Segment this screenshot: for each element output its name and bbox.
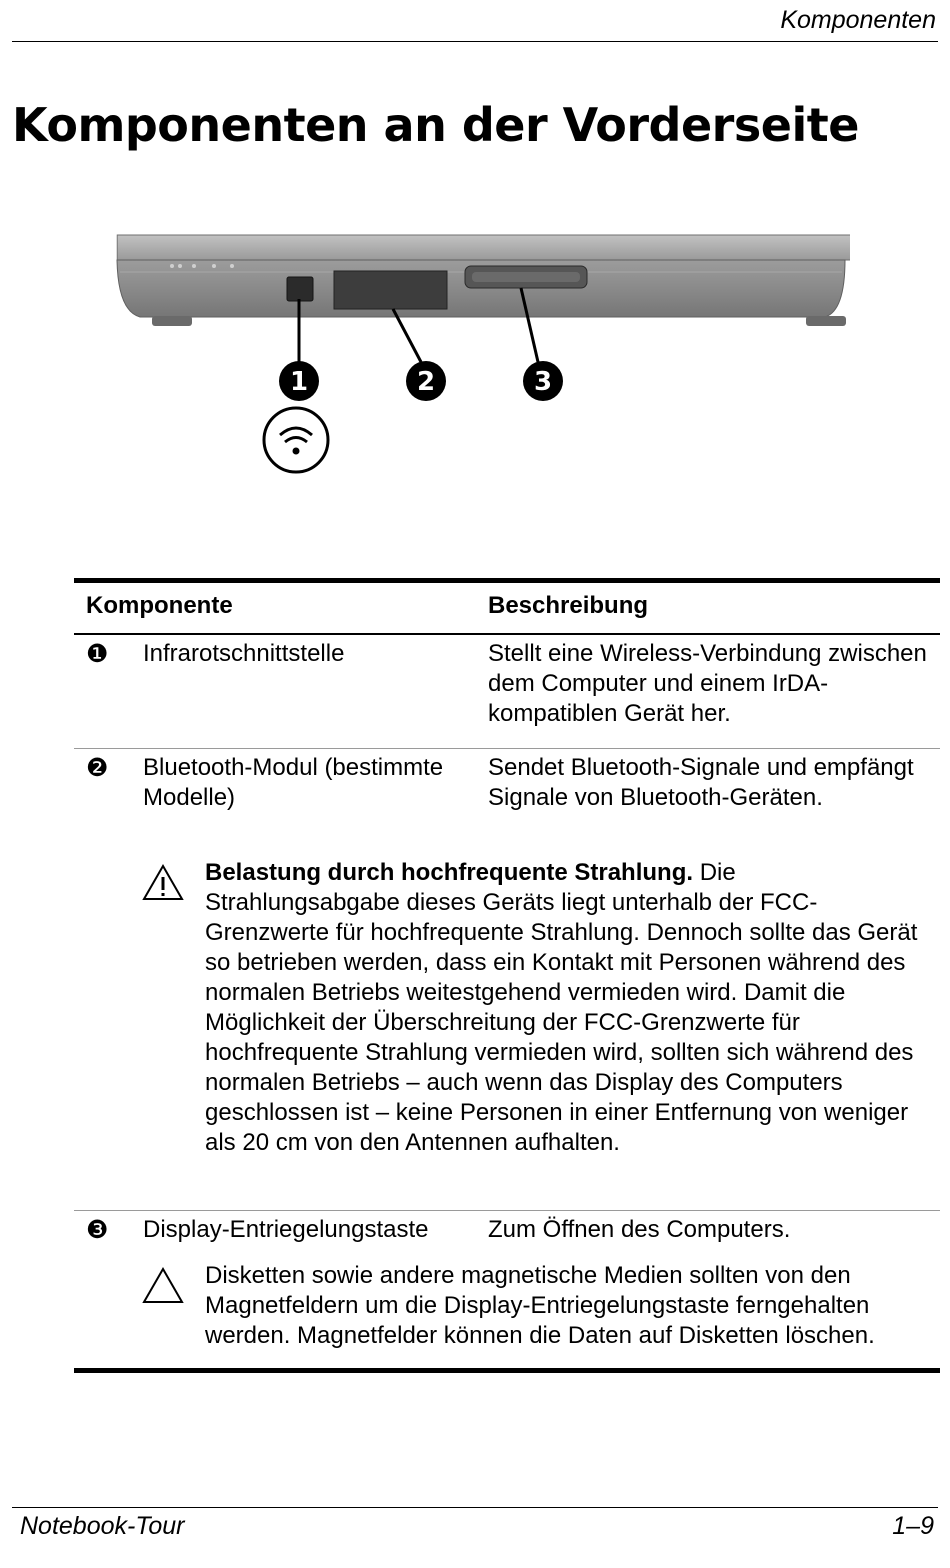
- row-number: ❶: [86, 640, 109, 668]
- table-row: [74, 749, 940, 858]
- row-component: Bluetooth-Modul (bestimmte Modelle): [143, 754, 444, 811]
- table-row: [74, 635, 940, 748]
- infrared-port: [287, 277, 313, 301]
- header-rule: [12, 41, 938, 42]
- table-header: [74, 583, 940, 633]
- foot-right: [806, 316, 846, 326]
- row-description: Stellt eine Wireless-Verbindung zwischen dem Computer und einem IrDA-kompatiblen Gerät her.: [488, 640, 927, 727]
- footer-section: Notebook-Tour: [20, 1512, 185, 1540]
- caution-icon: [142, 1267, 184, 1305]
- callout-3: [523, 361, 563, 401]
- table-row: [74, 1211, 940, 1261]
- page-number: 1–9: [892, 1512, 934, 1540]
- callout-1: [279, 361, 319, 401]
- warning-note: [74, 858, 940, 1210]
- caution-note: [74, 1261, 940, 1368]
- caution-text: Disketten sowie andere magnetische Medien sollten von den Magnetfeldern um die Display-Entriegelungstaste ferngehalten werden. Magnetfelder können die Daten auf Disketten löschen.: [205, 1262, 875, 1349]
- row-number: ❸: [86, 1216, 109, 1244]
- row-description: Zum Öffnen des Computers.: [488, 1216, 791, 1243]
- svg-text:2: 2: [416, 367, 436, 397]
- row-component: Display-Entriegelungstaste: [143, 1216, 429, 1243]
- warning-title: Belastung durch hochfrequente Strahlung.: [205, 859, 694, 886]
- svg-text:1: 1: [289, 367, 309, 397]
- foot-left: [152, 316, 192, 326]
- laptop-front-figure: [110, 225, 850, 485]
- footer-rule: [12, 1507, 938, 1508]
- laptop-lid: [117, 235, 850, 260]
- header-description: Beschreibung: [488, 592, 649, 619]
- callout-2: [406, 361, 446, 401]
- warning-body: Die Strahlungsabgabe dieses Geräts liegt unterhalb der FCC-Grenzwerte für hochfrequente Strahlung. Dennoch sollte das Gerät so betrieben werden, dass ein Kontakt mit Personen während des normalen Betriebs weitestgehend vermieden wird. Damit die Möglichkeit der Überschreitung der FCC-Grenzwerte für hochfrequente Strahlung vermieden wird, sollten sich während des normalen Betriebs – auch wenn das Display des Computers geschlossen ist – keine Personen in einer Entfernung von weniger als 20 cm von den Antennen aufhalten.: [205, 859, 918, 1156]
- header-component: Komponente: [86, 592, 233, 619]
- page-title: Komponenten an der Vorderseite: [12, 98, 859, 152]
- row-component: Infrarotschnittstelle: [143, 640, 345, 667]
- warning-text: [205, 858, 935, 1158]
- table-bottom-rule: [74, 1368, 940, 1373]
- warning-icon: [142, 864, 184, 902]
- infrared-wireless-icon: [264, 408, 328, 472]
- running-head: Komponenten: [780, 6, 936, 34]
- row-description: Sendet Bluetooth-Signale und empfängt Signale von Bluetooth-Geräten.: [488, 754, 914, 811]
- components-table: [74, 578, 940, 1373]
- bluetooth-window: [334, 271, 447, 309]
- svg-text:3: 3: [533, 367, 553, 397]
- row-number: ❷: [86, 754, 109, 782]
